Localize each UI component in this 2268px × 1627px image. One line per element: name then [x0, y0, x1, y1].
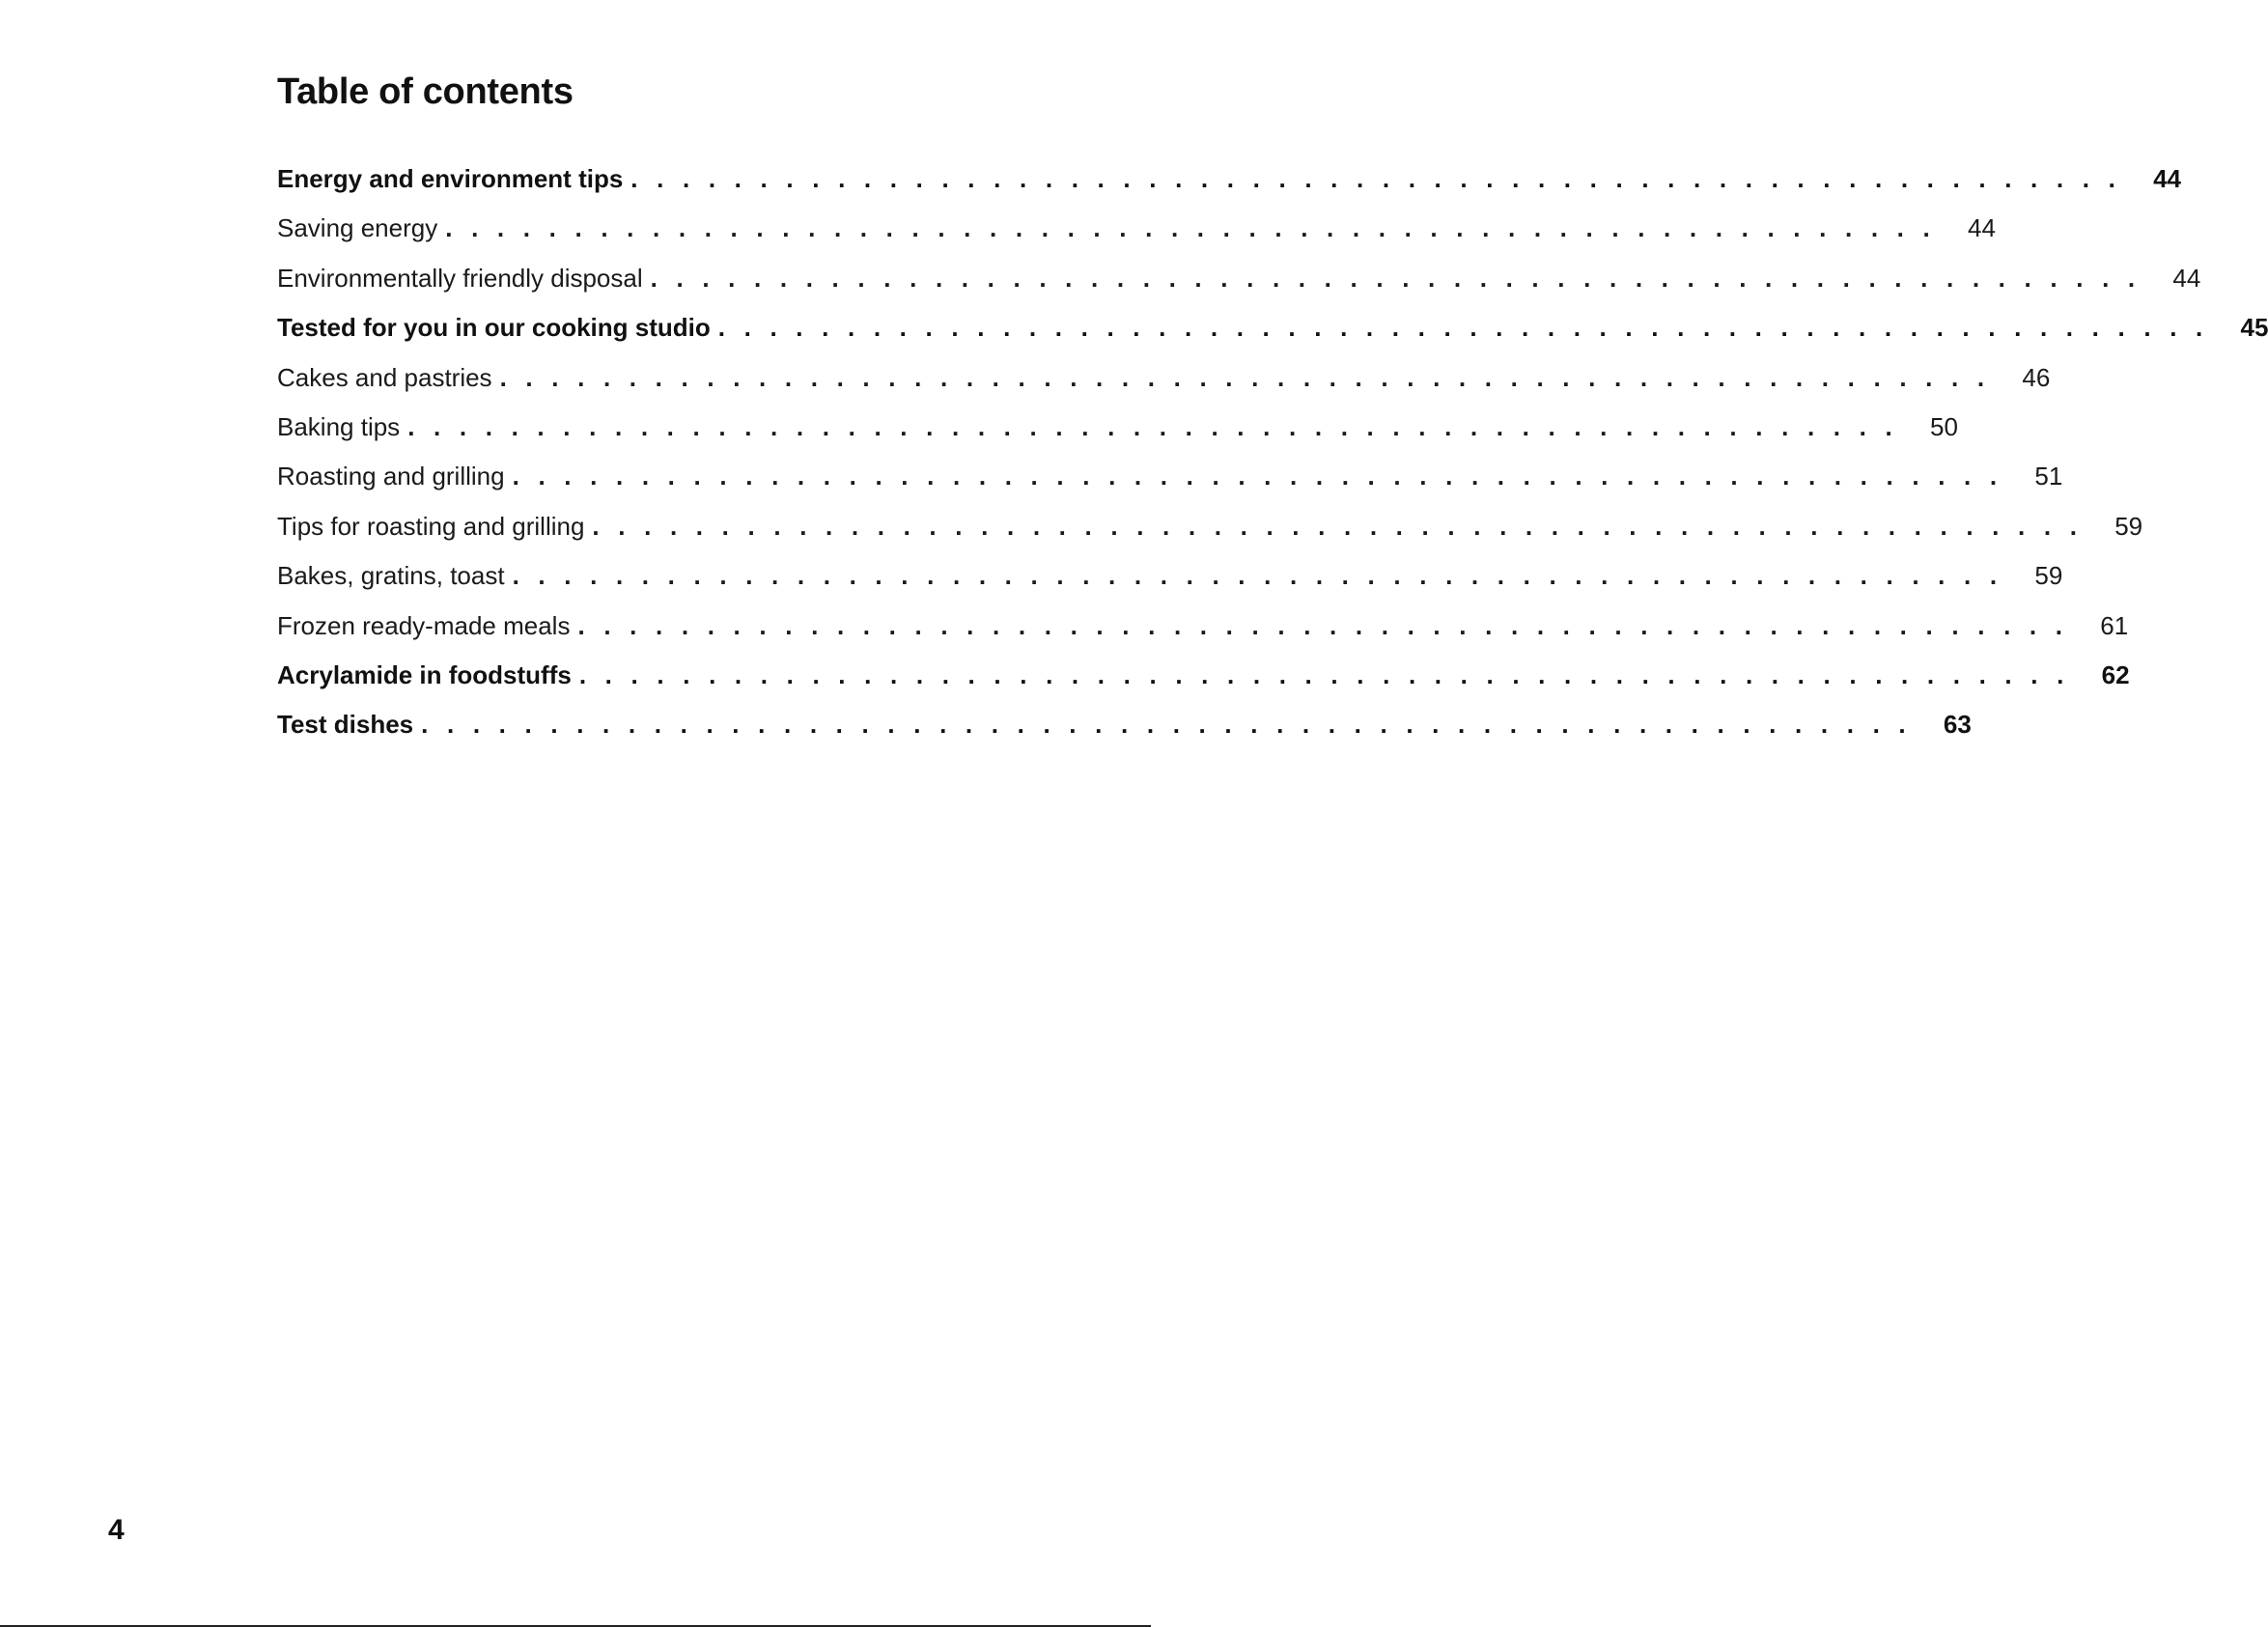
toc-entry-page: 51: [2034, 462, 2063, 491]
toc-entry-frozen-ready-made-meals[interactable]: [277, 602, 2129, 651]
toc-entry-cakes-and-pastries[interactable]: [277, 353, 2051, 403]
dot-leader: . . . . . . . . . . . . . . . . . . . . . . . . . . . . . . . . . . . . . . . . . . . . . . . . . . . . . . . . . .: [717, 313, 2209, 343]
toc-entry-bakes-gratins-toast[interactable]: [277, 551, 2063, 601]
dot-leader: . . . . . . . . . . . . . . . . . . . . . . . . . . . . . . . . . . . . . . . . . . . . . . . . . . . . . . . . . .: [421, 710, 1912, 740]
toc-entry-page: 45: [2240, 313, 2268, 343]
toc-entry-roasting-and-grilling[interactable]: [277, 452, 2063, 501]
toc-entry-title: Frozen ready-made meals: [277, 610, 571, 640]
toc-entry-page: 50: [1929, 411, 1958, 441]
toc-entry-page: 44: [1968, 213, 1996, 243]
toc-entry-tested-for-you[interactable]: [277, 303, 2268, 352]
dot-leader: . . . . . . . . . . . . . . . . . . . . . . . . . . . . . . . . . . . . . . . . . . . . . . . . . . . . . . . . . .: [630, 164, 2122, 193]
toc-entry-title: Tested for you in our cooking studio: [277, 313, 711, 343]
dot-leader: . . . . . . . . . . . . . . . . . . . . . . . . . . . . . . . . . . . . . . . . . . . . . . . . . . . . . . . . . .: [445, 213, 1936, 243]
table-of-contents: [277, 154, 2268, 750]
dot-leader: . . . . . . . . . . . . . . . . . . . . . . . . . . . . . . . . . . . . . . . . . . . . . . . . . . . . . . . . . .: [577, 610, 2069, 640]
toc-entry-title: Environmentally friendly disposal: [277, 263, 643, 293]
toc-entry-environmentally-friendly-disposal[interactable]: [277, 254, 2201, 303]
toc-entry-tips-for-roasting-and-grilling[interactable]: [277, 502, 2143, 551]
toc-entry-title: Acrylamide in foodstuffs: [277, 659, 572, 689]
toc-entry-energy-and-environment-tips[interactable]: [277, 154, 2182, 204]
toc-entry-test-dishes[interactable]: [277, 700, 1972, 749]
toc-entry-page: 44: [2153, 164, 2182, 193]
page-number: 4: [108, 1514, 125, 1546]
toc-entry-page: 63: [1943, 710, 1972, 740]
toc-entry-title: Roasting and grilling: [277, 462, 505, 491]
page-title: Table of contents: [277, 71, 574, 112]
toc-entry-page: 62: [2101, 659, 2130, 689]
dot-leader: . . . . . . . . . . . . . . . . . . . . . . . . . . . . . . . . . . . . . . . . . . . . . . . . . . . . . . . . . .: [578, 659, 2070, 689]
dot-leader: . . . . . . . . . . . . . . . . . . . . . . . . . . . . . . . . . . . . . . . . . . . . . . . . . . . . . . . . . .: [512, 462, 2003, 491]
dot-leader: . . . . . . . . . . . . . . . . . . . . . . . . . . . . . . . . . . . . . . . . . . . . . . . . . . . . . . . . . .: [499, 362, 1991, 392]
toc-entry-title: Cakes and pastries: [277, 362, 492, 392]
toc-entry-acrylamide-in-foodstuffs[interactable]: [277, 651, 2130, 700]
toc-entry-title: Energy and environment tips: [277, 164, 624, 193]
toc-entry-title: Tips for roasting and grilling: [277, 511, 585, 541]
toc-entry-title: Bakes, gratins, toast: [277, 561, 505, 591]
toc-entry-page: 46: [2022, 362, 2051, 392]
dot-leader: . . . . . . . . . . . . . . . . . . . . . . . . . . . . . . . . . . . . . . . . . . . . . . . . . . . . . . . . . .: [512, 561, 2003, 591]
dot-leader: . . . . . . . . . . . . . . . . . . . . . . . . . . . . . . . . . . . . . . . . . . . . . . . . . . . . . . . . . .: [407, 411, 1898, 441]
toc-entry-saving-energy[interactable]: [277, 204, 1996, 253]
dot-leader: . . . . . . . . . . . . . . . . . . . . . . . . . . . . . . . . . . . . . . . . . . . . . . . . . . . . . . . . . .: [592, 511, 2084, 541]
toc-entry-title: Test dishes: [277, 710, 414, 740]
toc-entry-title: Baking tips: [277, 411, 401, 441]
toc-entry-baking-tips[interactable]: [277, 403, 1958, 452]
toc-entry-page: 44: [2172, 263, 2201, 293]
toc-entry-page: 59: [2034, 561, 2063, 591]
dot-leader: . . . . . . . . . . . . . . . . . . . . . . . . . . . . . . . . . . . . . . . . . . . . . . . . . . . . . . . . . .: [650, 263, 2142, 293]
toc-entry-page: 59: [2114, 511, 2143, 541]
toc-entry-title: Saving energy: [277, 213, 438, 243]
toc-entry-page: 61: [2100, 610, 2129, 640]
